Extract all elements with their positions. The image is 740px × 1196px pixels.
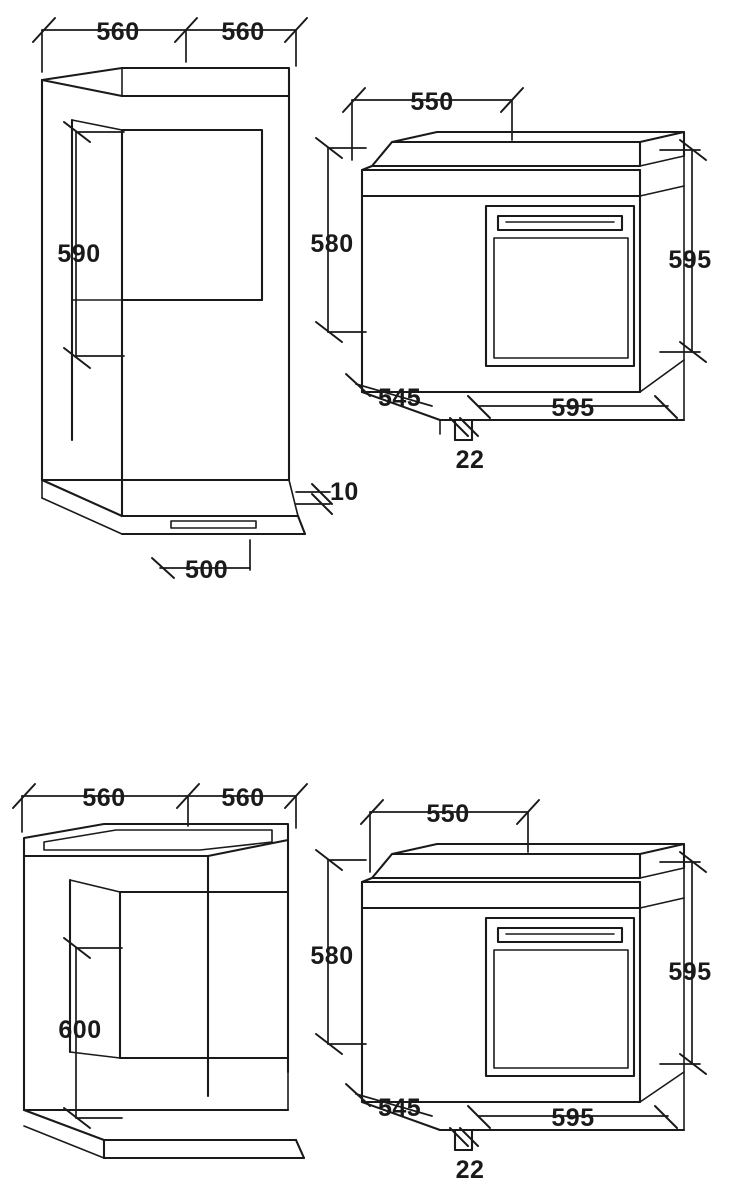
view-oven-under-counter [310, 800, 711, 1184]
dim-top-550 [343, 88, 523, 160]
dim-height-600 [58, 938, 122, 1128]
dim-plinth-10 [296, 478, 359, 514]
dim-top2-560-right [188, 784, 307, 828]
dim-label2-580: 580 [310, 942, 354, 970]
cabinet-outline-2 [24, 824, 304, 1158]
cabinet-outline [42, 68, 305, 534]
dim-top2-550 [361, 800, 539, 872]
dim-label-590: 590 [57, 240, 101, 268]
dim-label-580: 580 [310, 230, 354, 258]
dim-top-560-right [186, 18, 307, 66]
dim-top-560-left [33, 18, 197, 72]
dim2-545 [346, 1084, 432, 1122]
view-under-counter-cutout [13, 784, 307, 1158]
dim-label2-595-bottom: 595 [551, 1104, 595, 1132]
dim-height2-595-right [660, 852, 712, 1074]
dim-label-595-bottom: 595 [551, 394, 595, 422]
dim-height-595-right [660, 140, 712, 362]
dim-label-550: 550 [410, 88, 454, 116]
dim-label-22: 22 [455, 446, 485, 474]
view-tall-housing-cutout [33, 18, 359, 584]
dim-height-590 [57, 122, 124, 368]
dim-label2-560-b: 560 [221, 784, 265, 812]
dim-label-10: 10 [330, 478, 359, 506]
dim-label-600: 600 [58, 1016, 102, 1044]
dim-label2-560-a: 560 [82, 784, 126, 812]
view-oven-column [310, 88, 711, 474]
dim-545 [346, 374, 432, 412]
dim-label2-550: 550 [426, 800, 470, 828]
dim-label2-545: 545 [378, 1094, 422, 1122]
dim-label-560-a: 560 [96, 18, 140, 46]
dim2-bottom-595 [468, 1104, 677, 1132]
dim-label2-595-right: 595 [668, 958, 712, 986]
dim-label2-22: 22 [455, 1156, 485, 1184]
dim-height-580 [310, 138, 366, 342]
dim-label-500: 500 [185, 556, 229, 584]
dim-label-545: 545 [378, 384, 422, 412]
dim-label-595-right: 595 [668, 246, 712, 274]
dim-bottom-500 [152, 540, 250, 584]
dim-bottom-595 [468, 394, 677, 422]
dim-label-560-b: 560 [221, 18, 265, 46]
dim-height2-580 [310, 850, 366, 1054]
